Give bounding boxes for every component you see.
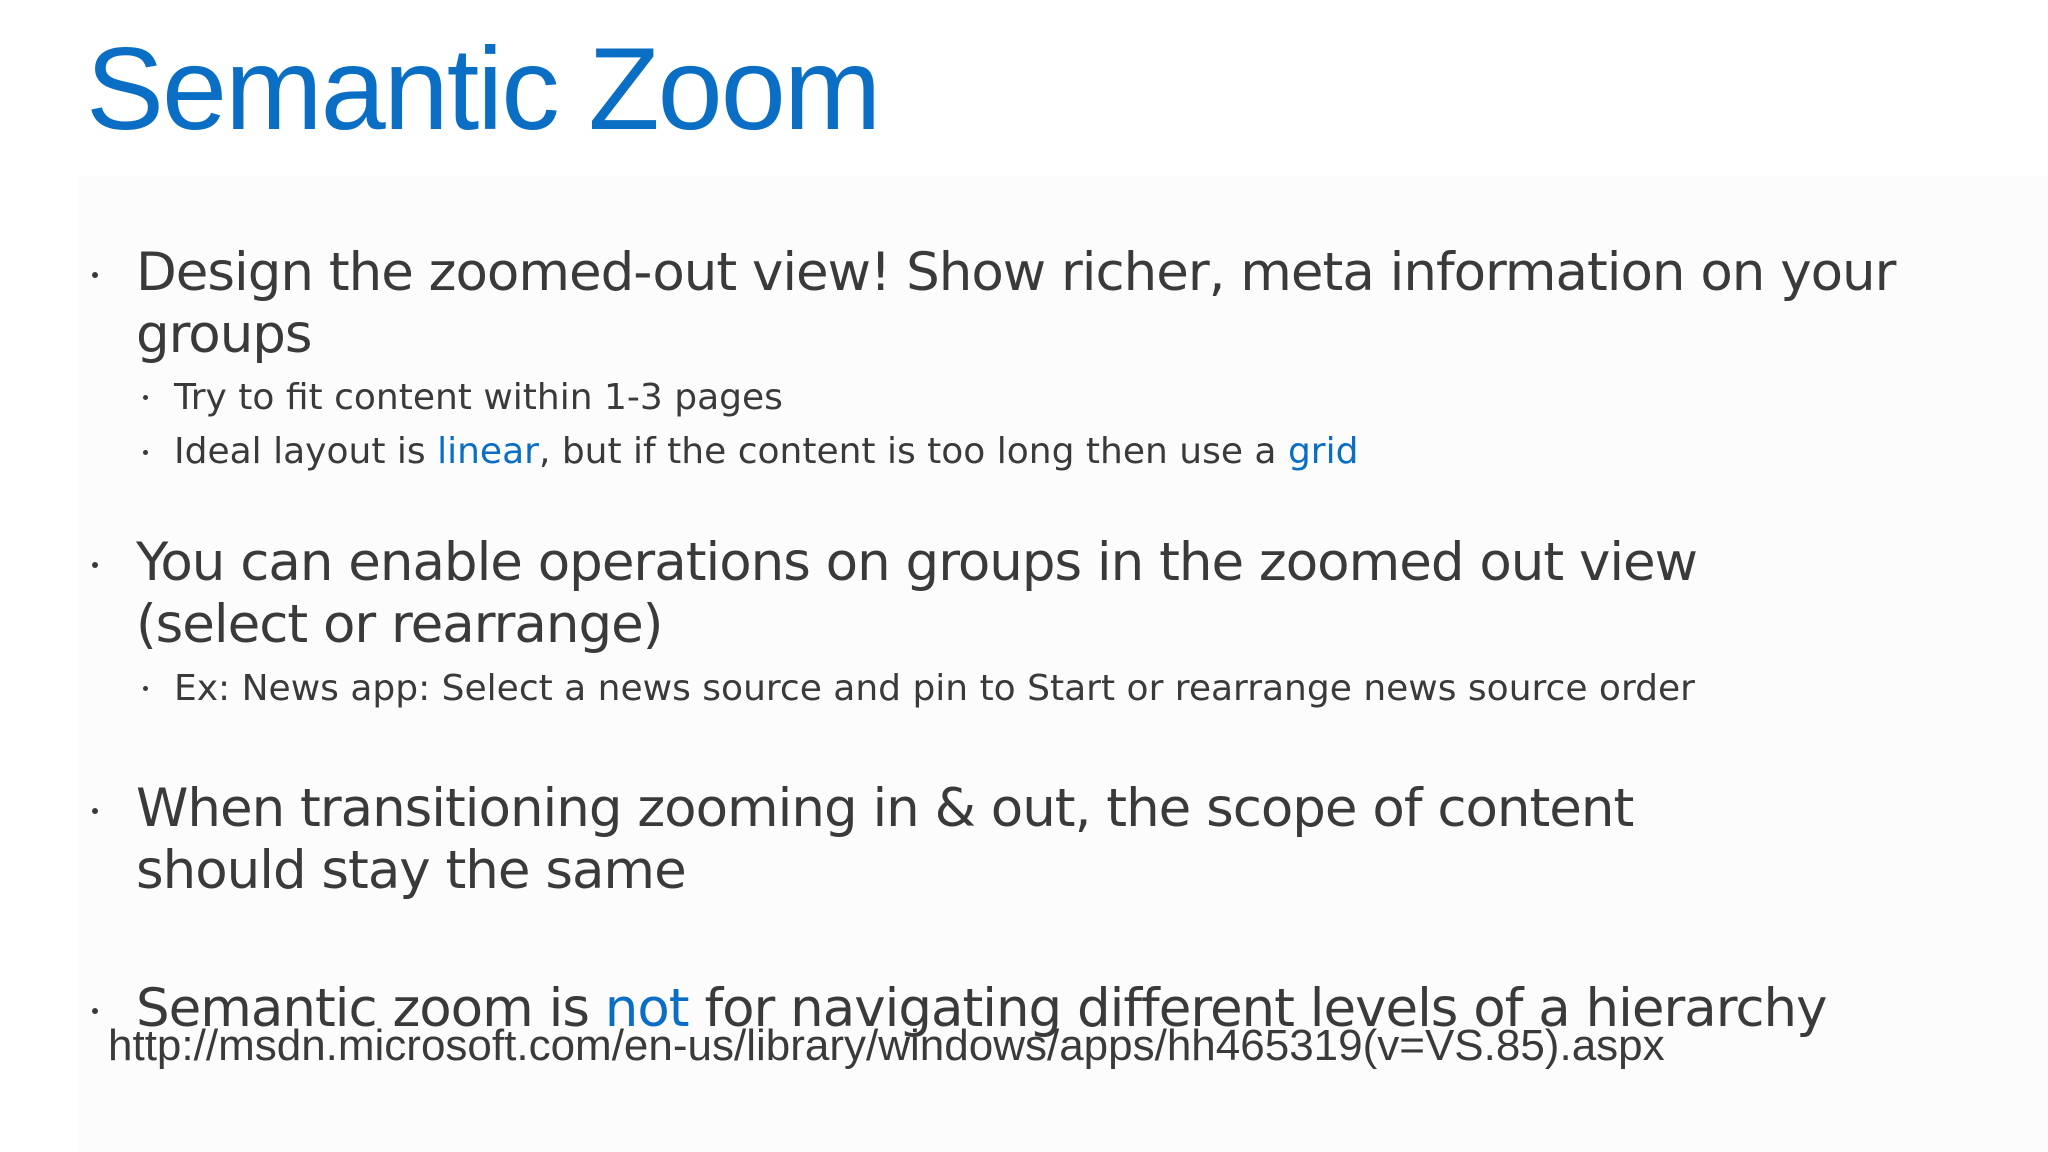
- bullet-3-line-2: should stay the same: [136, 840, 686, 901]
- bullet-2-line-2: (select or rearrange): [136, 594, 663, 655]
- bullet-dot: [92, 562, 98, 568]
- sub-bullet-text: Ideal layout is: [174, 431, 438, 472]
- bullet-3-line-1: When transitioning zooming in & out, the scope of content: [136, 778, 1634, 839]
- bullet-1-line-1: Design the zoomed-out view! Show richer, meta information on your: [136, 242, 1896, 303]
- source-url: http://msdn.microsoft.com/en-us/library/windows/apps/hh465319(v=VS.85).aspx: [108, 1021, 1665, 1070]
- sub-bullet-text: , but if the content is too long then use a: [538, 431, 1288, 472]
- bullet-1-line-2: groups: [136, 304, 312, 365]
- sub-bullet-1-1: Try to fit content within 1-3 pages: [174, 377, 783, 418]
- bullet-text: Semantic zoom is: [136, 978, 605, 1039]
- sub-bullet-dot: [143, 395, 148, 400]
- sub-bullet-1-2: [174, 430, 1358, 474]
- accent-word-not: not: [604, 978, 689, 1039]
- bullet-dot: [92, 1008, 98, 1014]
- slide-title: Semantic Zoom: [86, 23, 880, 154]
- sub-bullet-dot: [143, 686, 148, 691]
- bullet-dot: [92, 808, 98, 814]
- sub-bullet-2-1: Ex: News app: Select a news source and pin to Start or rearrange news source order: [174, 668, 1695, 709]
- bullet-dot: [92, 272, 98, 278]
- accent-word-linear: linear: [437, 431, 539, 472]
- bullet-text: for navigating different levels of a hierarchy: [688, 978, 1827, 1039]
- sub-bullet-dot: [143, 450, 148, 455]
- bullet-2-line-1: You can enable operations on groups in the zoomed out view: [136, 532, 1698, 593]
- accent-word-grid: grid: [1287, 431, 1359, 472]
